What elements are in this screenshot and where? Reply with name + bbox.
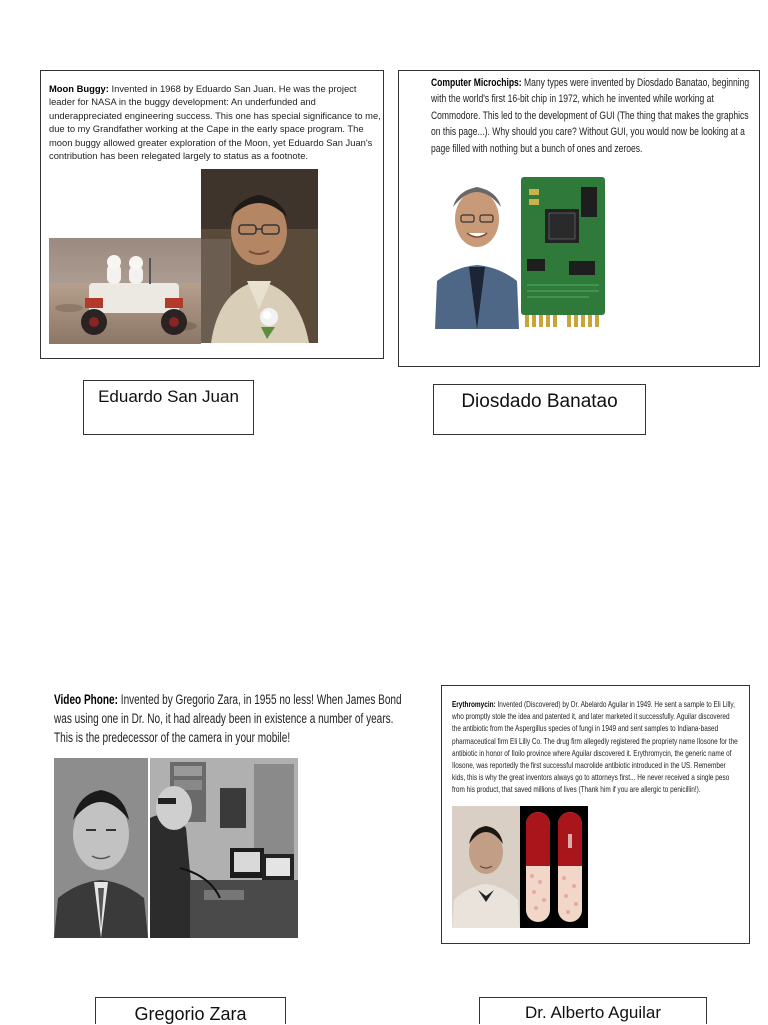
alberto-aguilar-label [479, 997, 707, 1024]
video-phone-text [54, 690, 410, 747]
microchips-body: Many types were invented by Diosdado Banatao, beginning with the world's first 16-bit chip in 1972, which he invented while working at Commodore. This led to the development of GUI (The thing that makes the graphics on this page...). Why should you care? Without GUI, you would now be looking at a page filled with nothing but a bunch of ones and zeroes. [431, 77, 750, 155]
erythromycin-text [452, 698, 739, 796]
eduardo-san-juan-text: Eduardo San Juan [98, 387, 239, 406]
video-phone-scene-photo [150, 758, 298, 938]
erythromycin-body: Invented (Discovered) by Dr. Abelardo Aguilar in 1949. He sent a sample to Eli Lilly, who promptly stole the idea and patented it, and later marketed it successfully. Aguilar discovered the antibiotic from the Aspergillus species of fungi in 1949 and sent samples to Indiana-based pharmaceutical firm Eli Lilly Co. The drug firm allegedly registered the propriety name Ilosone for the antibiotic in honor of Iloilo province where Aguilar discovered it. Erythromycin, the generic name of Ilosone, was reportedly the first successful macrolide antibiotic introduced in the US. Remember kids, this is why the great inventors always go to attorneys first... He never received a single peso from his product, that saved millions of lives (Thank him if you are allergic to penicillin!). [452, 699, 738, 795]
alberto-aguilar-text: Dr. Alberto Aguilar [524, 1003, 662, 1022]
eduardo-san-juan-label [83, 380, 254, 435]
microchips-heading: Computer Microchips: [431, 77, 522, 89]
diosdado-portrait [435, 171, 519, 329]
microchip-board-image [519, 175, 607, 329]
gregorio-zara-text: Gregorio Zara [134, 1004, 247, 1024]
microchips-text [431, 75, 755, 157]
moon-buggy-photo [49, 238, 201, 344]
gregorio-zara-label [95, 997, 286, 1024]
eduardo-portrait [201, 169, 318, 343]
moon-buggy-text [49, 82, 382, 162]
video-phone-heading: Video Phone: [54, 692, 118, 707]
moon-buggy-heading: Moon Buggy: [49, 83, 109, 94]
moon-buggy-card [40, 70, 384, 359]
moon-buggy-body: Invented in 1968 by Eduardo San Juan. He was the project leader for NASA in the buggy development: An underfunded and underappreciated engineering success. This one has special significance to me, due to my Grandfather working at the Cape in the early space program. The moon buggy allowed greater exploration of the Moon, yet Eduardo San Juan's contribution has been relegated largely to status as a footnote. [49, 83, 381, 162]
diosdado-banatao-label [433, 384, 646, 435]
erythromycin-heading: Erythromycin: [452, 699, 496, 709]
microchips-card [398, 70, 760, 367]
erythromycin-card [441, 685, 750, 944]
erythromycin-capsules-image [520, 806, 588, 928]
aguilar-portrait [452, 806, 520, 928]
gregorio-zara-portrait [54, 758, 148, 938]
diosdado-banatao-text: Diosdado Banatao [461, 391, 618, 412]
video-phone-body: Invented by Gregorio Zara, in 1955 no less! When James Bond was using one in Dr. No, it had already been in existence a number of years. This is the predecessor of the camera in your mobile! [54, 692, 402, 745]
video-phone-card [46, 686, 418, 944]
